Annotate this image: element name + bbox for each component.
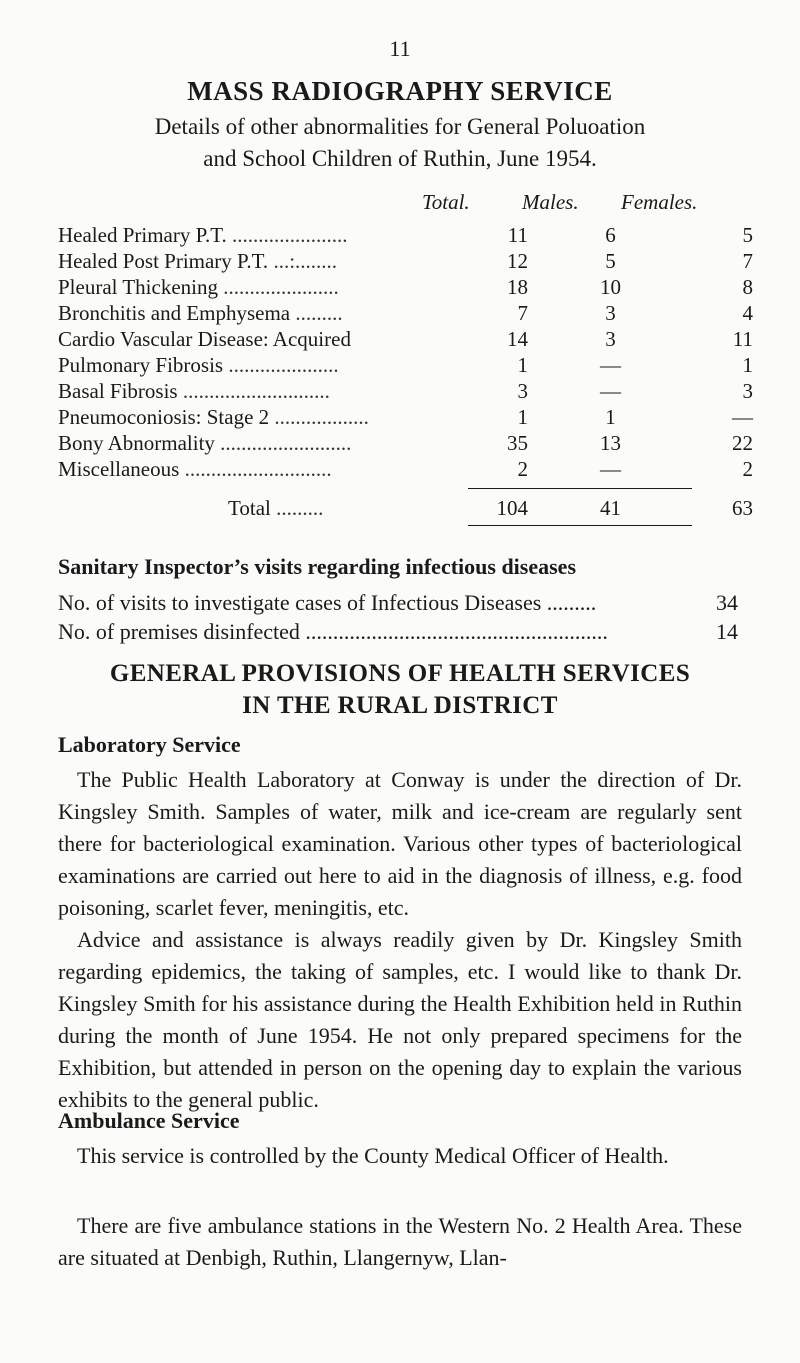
table-row	[58, 249, 753, 275]
ambulance-paragraph-1: This service is controlled by the County Medical Officer of Health.	[77, 1143, 669, 1168]
cell-females: 1	[742, 353, 753, 377]
row-label: Pulmonary Fibrosis	[58, 353, 224, 377]
laboratory-paragraph-2: Advice and assistance is always readily given by Dr. Kingsley Smith regarding epidemics, the taking of samples, etc. I would like to thank Dr. Kingsley Smith for his assistance during the Health Exhibition held in Ruthin during the month of June 1954. He not only prepared specimens for the Exhibition, but attended in person on the opening day to explain the various exhibits to the general public.	[58, 927, 742, 1112]
table-row	[58, 405, 753, 431]
cell-males: —	[600, 379, 621, 403]
cell-total: 1	[517, 405, 528, 429]
table-row	[58, 431, 753, 457]
row-leader: ......................	[226, 223, 348, 247]
page-title: MASS RADIOGRAPHY SERVICE	[187, 76, 613, 106]
general-heading-line-2: IN THE RURAL DISTRICT	[242, 692, 558, 719]
row-leader: .........................	[214, 431, 352, 455]
general-heading-line-1: GENERAL PROVISIONS OF HEALTH SERVICES	[109, 660, 691, 687]
total-rule-top	[468, 488, 692, 489]
total-leader: .........	[270, 496, 324, 520]
row-label: Healed Primary P.T.	[58, 223, 227, 247]
table-row	[58, 275, 753, 301]
cell-total: 104	[496, 496, 528, 520]
cell-females: 11	[732, 327, 753, 351]
row-label: Healed Post Primary P.T.	[58, 249, 269, 273]
table-row	[58, 327, 753, 353]
visits-value: 34	[716, 590, 738, 615]
table-total-row	[58, 496, 753, 522]
cell-males: 1	[605, 405, 616, 429]
cell-females: 2	[742, 457, 753, 481]
row-leader: ..................	[269, 405, 369, 429]
total-label: Total	[228, 496, 271, 520]
table-row	[58, 457, 753, 483]
cell-total: 2	[517, 457, 528, 481]
row-label: Bronchitis and Emphysema	[58, 301, 291, 325]
cell-total: 3	[517, 379, 528, 403]
cell-females: 22	[732, 431, 753, 455]
row-leader: ............................	[177, 379, 330, 403]
cell-males: 41	[600, 496, 621, 520]
header-total: Total.	[422, 190, 470, 214]
row-leader: ............................	[179, 457, 332, 481]
row-label: Basal Fibrosis	[58, 379, 178, 403]
row-label: Miscellaneous	[58, 457, 180, 481]
visits-row	[58, 590, 738, 616]
visits-label: No. of visits to investigate cases of Infectious Diseases .........	[58, 590, 597, 615]
laboratory-paragraph-1: The Public Health Laboratory at Conway is under the direction of Dr. Kingsley Smith. Samples of water, milk and ice-cream are regularly sent there for bacteriological examination. Various other types of bacteriological examinations are carried out here to aid in the diagnosis of illness, e.g. food poisoning, scarlet fever, meningitis, etc.	[58, 767, 742, 920]
cell-females: 7	[742, 249, 753, 273]
cell-total: 1	[517, 353, 528, 377]
cell-total: 11	[507, 223, 528, 247]
cell-males: —	[600, 353, 621, 377]
row-leader: ...:........	[268, 249, 338, 273]
premises-row	[58, 619, 738, 645]
cell-total: 14	[507, 327, 528, 351]
cell-males: 5	[605, 249, 616, 273]
cell-total: 35	[507, 431, 528, 455]
row-label: Bony Abnormality	[58, 431, 215, 455]
header-females: Females.	[621, 190, 698, 214]
premises-label: No. of premises disinfected .......................................................	[58, 619, 608, 644]
cell-total: 18	[507, 275, 528, 299]
cell-total: 7	[517, 301, 528, 325]
cell-males: 3	[605, 327, 616, 351]
cell-males: 10	[600, 275, 621, 299]
row-label: Pneumoconiosis: Stage 2	[58, 405, 270, 429]
ambulance-heading: Ambulance Service	[58, 1108, 240, 1133]
cell-females: 63	[732, 496, 753, 520]
cell-males: 3	[605, 301, 616, 325]
table-row	[58, 223, 753, 249]
subtitle-line-1: Details of other abnormalities for General Poluoation	[154, 114, 646, 139]
cell-females: 3	[742, 379, 753, 403]
cell-females: 8	[742, 275, 753, 299]
row-leader: .....................	[223, 353, 339, 377]
premises-value: 14	[716, 619, 738, 644]
cell-males: 13	[600, 431, 621, 455]
ambulance-paragraph-2: There are five ambulance stations in the Western No. 2 Health Area. These are situated at Denbigh, Ruthin, Llangernyw, Llan-	[58, 1213, 742, 1270]
table-row	[58, 379, 753, 405]
cell-males: —	[600, 457, 621, 481]
cell-females: 5	[742, 223, 753, 247]
row-label: Cardio Vascular Disease: Acquired	[58, 327, 351, 351]
sanitary-heading: Sanitary Inspector’s visits regarding infectious diseases	[58, 554, 577, 579]
table-row	[58, 353, 753, 379]
total-rule-bottom	[468, 525, 692, 526]
row-leader: ......................	[218, 275, 339, 299]
header-males: Males.	[522, 190, 579, 214]
page-number: 11	[389, 36, 411, 61]
cell-females: 4	[742, 301, 753, 325]
row-label: Pleural Thickening	[58, 275, 218, 299]
row-leader: .........	[290, 301, 343, 325]
cell-males: 6	[605, 223, 616, 247]
cell-total: 12	[507, 249, 528, 273]
subtitle-line-2: and School Children of Ruthin, June 1954.	[203, 146, 597, 171]
table-row	[58, 301, 753, 327]
cell-females: —	[732, 405, 753, 429]
laboratory-heading: Laboratory Service	[58, 732, 241, 757]
